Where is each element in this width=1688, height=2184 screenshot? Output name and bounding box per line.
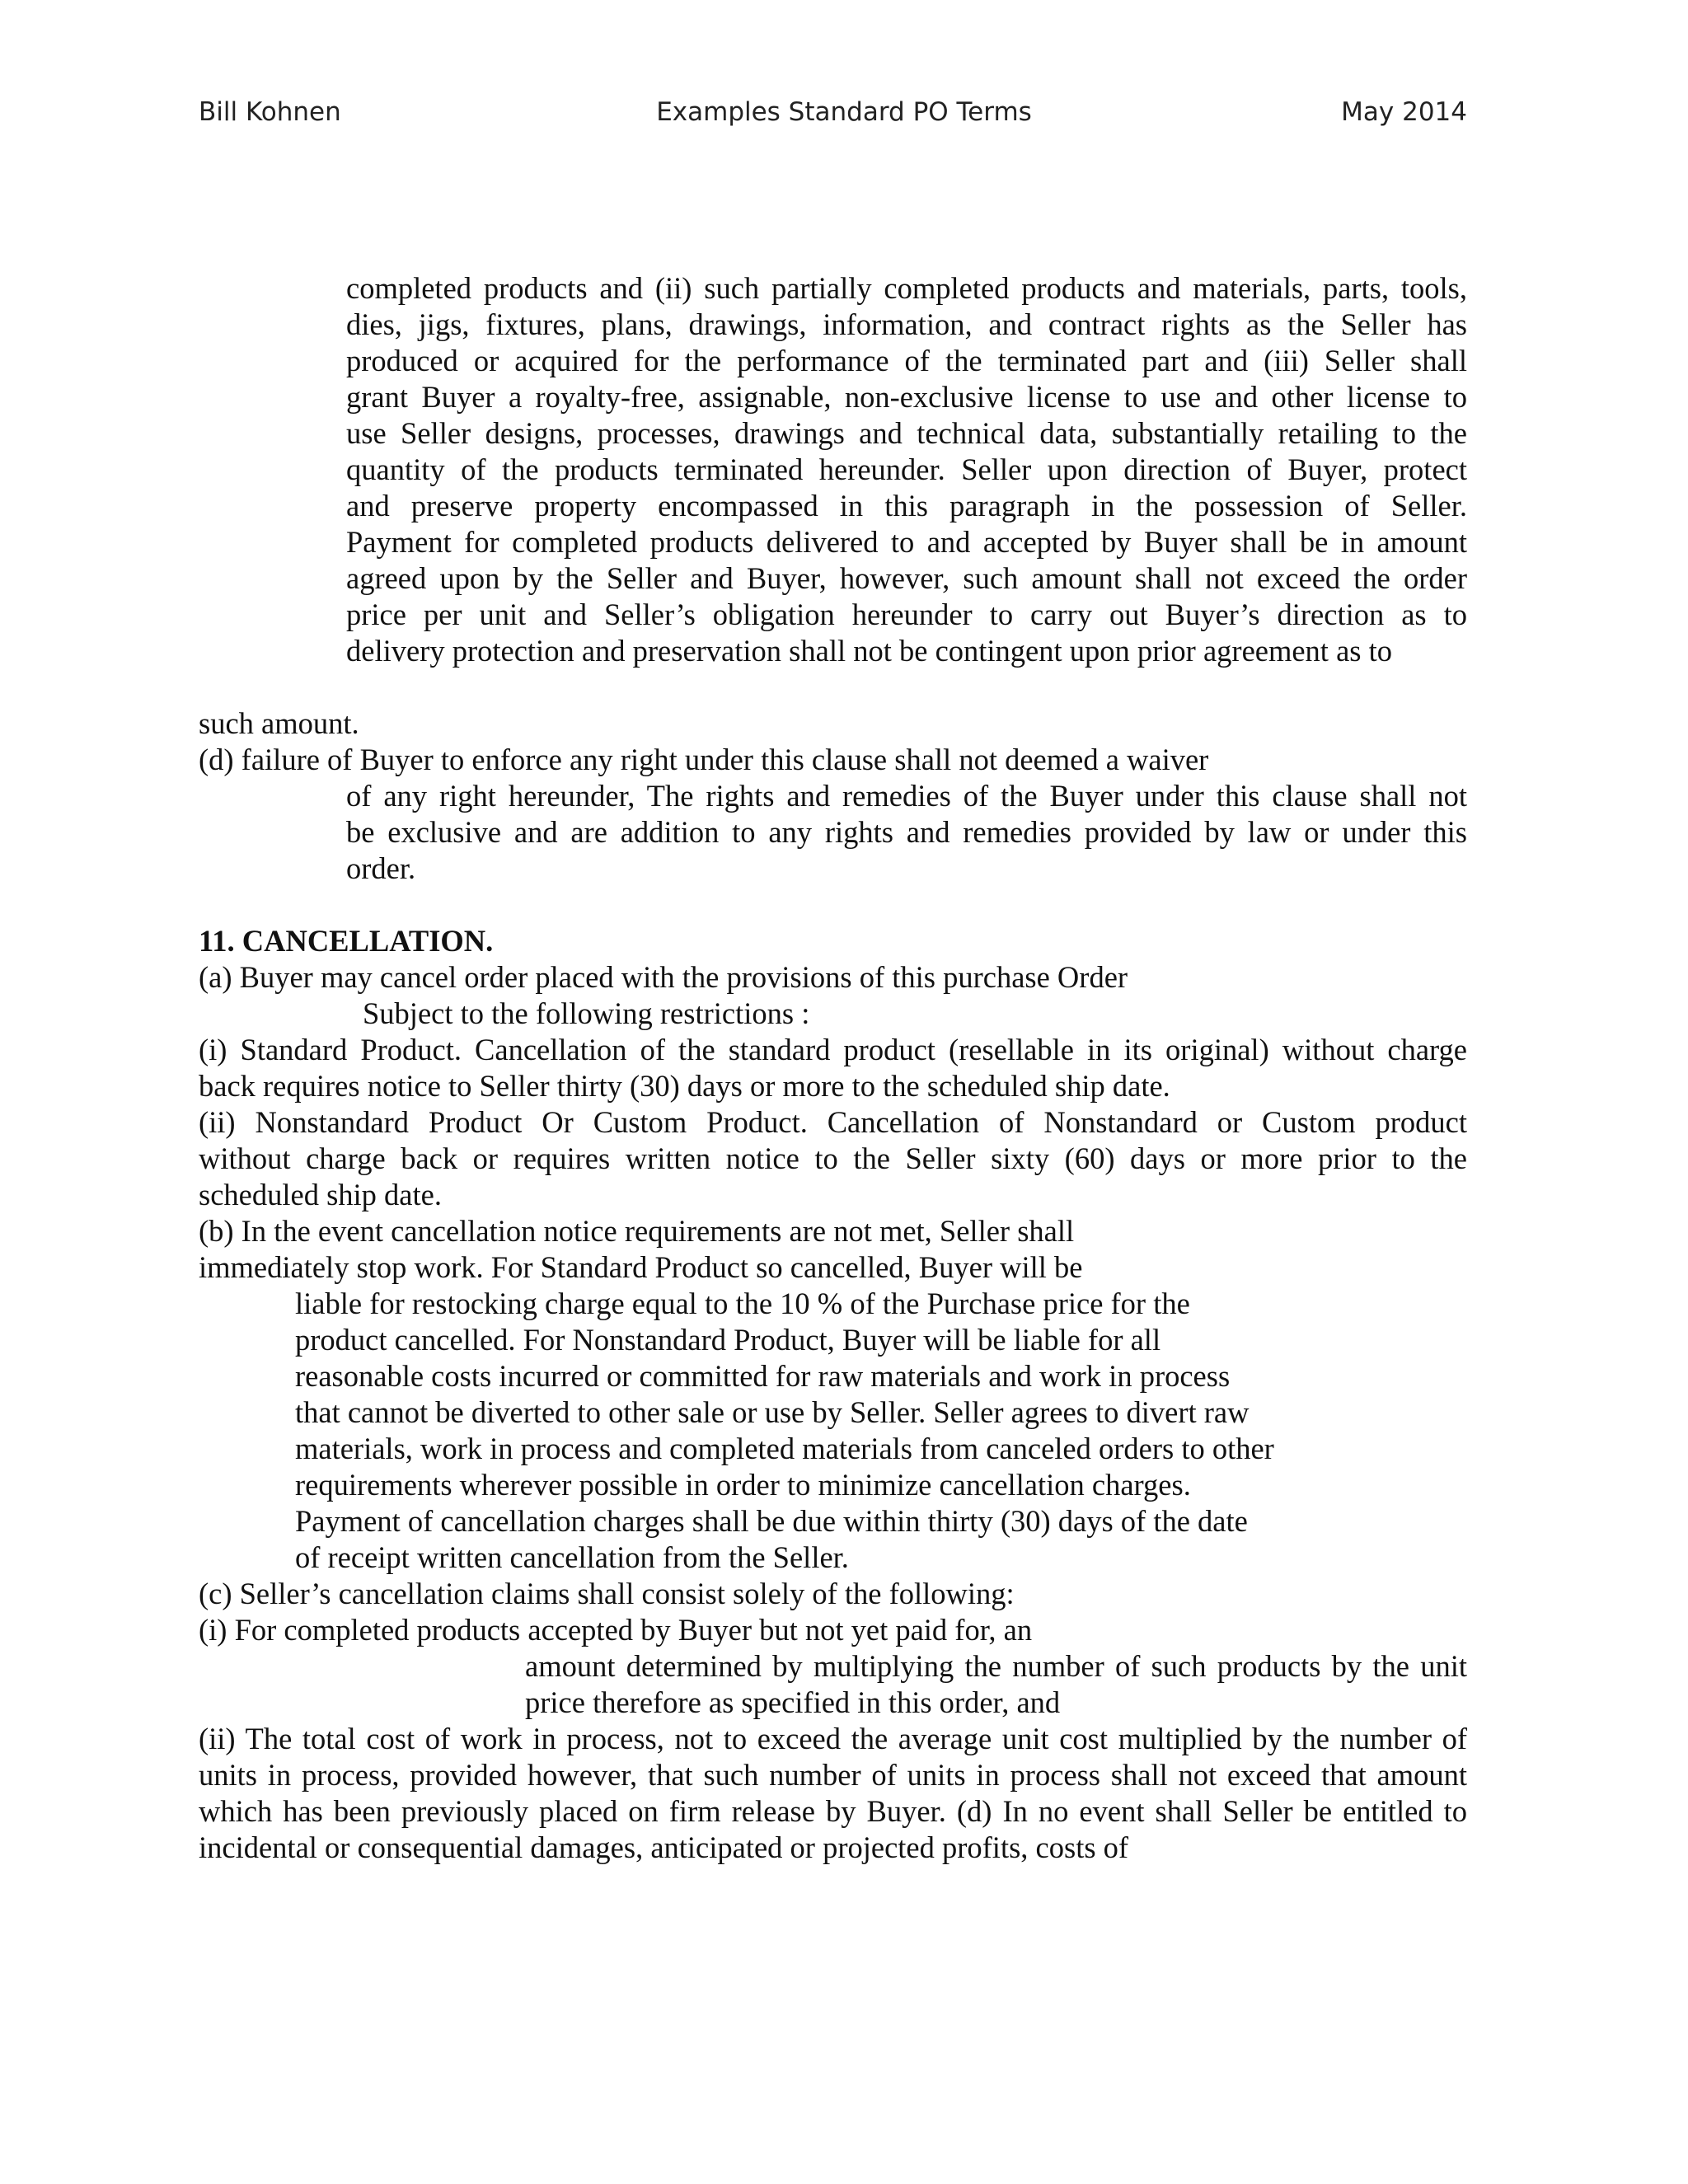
paragraph-tail: such amount. bbox=[199, 706, 359, 740]
clause-d-line: order. bbox=[346, 851, 416, 885]
clause-a-sub: Subject to the following restrictions : bbox=[363, 996, 810, 1030]
nonstandard-product-line: (ii) Nonstandard Product Or Custom Product. Cancellation of Nonstandard or Custom product bbox=[199, 1105, 1467, 1139]
clause-b-line: immediately stop work. For Standard Product so cancelled, Buyer will be bbox=[199, 1250, 1083, 1284]
standard-product-line: (i) Standard Product. Cancellation of the standard product (resellable in its original) without charge bbox=[199, 1033, 1467, 1066]
clause-c-ii-line: (ii) The total cost of work in process, not to exceed the average unit cost multiplied by the number of bbox=[199, 1722, 1467, 1755]
paragraph-line: quantity of the products terminated hereunder. Seller upon direction of Buyer, protect bbox=[346, 452, 1467, 486]
header-date: May 2014 bbox=[1341, 97, 1467, 127]
header-author: Bill Kohnen bbox=[199, 97, 341, 127]
clause-c-i-first-line: (i) For completed products accepted by Buyer but not yet paid for, an bbox=[199, 1613, 1033, 1647]
nonstandard-product-line: without charge back or requires written notice to the Seller sixty (60) days or more prior to the bbox=[199, 1141, 1467, 1175]
paragraph-line: and preserve property encompassed in this paragraph in the possession of Seller. bbox=[346, 489, 1467, 523]
paragraph-line: produced or acquired for the performance of the terminated part and (iii) Seller shall bbox=[346, 344, 1467, 377]
clause-c-i-indented-line: amount determined by multiplying the number of such products by the unit bbox=[525, 1649, 1467, 1683]
clause-b-line: (b) In the event cancellation notice requirements are not met, Seller shall bbox=[199, 1214, 1075, 1248]
clause-d-line: be exclusive and are addition to any rights and remedies provided by law or under this bbox=[346, 815, 1467, 849]
clause-c-line: (c) Seller’s cancellation claims shall consist solely of the following: bbox=[199, 1577, 1015, 1610]
section-heading: 11. CANCELLATION. bbox=[199, 924, 494, 958]
clause-b-indented-line: product cancelled. For Nonstandard Product, Buyer will be liable for all bbox=[295, 1323, 1161, 1357]
paragraph-line: completed products and (ii) such partially completed products and materials, parts, tools, bbox=[346, 271, 1467, 305]
clause-b-indented-line: that cannot be diverted to other sale or use by Seller. Seller agrees to divert raw bbox=[295, 1395, 1250, 1429]
paragraph-line: agreed upon by the Seller and Buyer, however, such amount shall not exceed the order bbox=[346, 561, 1467, 595]
clause-b-indented-line: Payment of cancellation charges shall be due within thirty (30) days of the date bbox=[295, 1504, 1248, 1538]
clause-d-first-line: (d) failure of Buyer to enforce any right under this clause shall not deemed a waiver bbox=[199, 743, 1209, 776]
standard-product-line: back requires notice to Seller thirty (30) days or more to the scheduled ship date. bbox=[199, 1069, 1170, 1103]
clause-b-indented-line: materials, work in process and completed materials from canceled orders to other bbox=[295, 1432, 1274, 1465]
paragraph-line: Payment for completed products delivered to and accepted by Buyer shall be in amount bbox=[346, 525, 1467, 559]
paragraph-line: price per unit and Seller’s obligation hereunder to carry out Buyer’s direction as to bbox=[346, 598, 1467, 631]
clause-a-line: (a) Buyer may cancel order placed with the provisions of this purchase Order bbox=[199, 960, 1128, 994]
clause-b-indented-line: reasonable costs incurred or committed for raw materials and work in process bbox=[295, 1359, 1231, 1393]
paragraph-line: delivery protection and preservation shall not be contingent upon prior agreement as to bbox=[346, 634, 1392, 668]
clause-b-indented-line: requirements wherever possible in order to minimize cancellation charges. bbox=[295, 1468, 1191, 1502]
nonstandard-product-line: scheduled ship date. bbox=[199, 1178, 442, 1212]
clause-c-ii-line: incidental or consequential damages, anticipated or projected profits, costs of bbox=[199, 1830, 1129, 1864]
clause-d-line: of any right hereunder, The rights and remedies of the Buyer under this clause shall not bbox=[346, 779, 1467, 813]
header-title: Examples Standard PO Terms bbox=[656, 97, 1032, 127]
paragraph-line: grant Buyer a royalty-free, assignable, non-exclusive license to use and other license to bbox=[346, 380, 1467, 414]
clause-c-ii-line: units in process, provided however, that such number of units in process shall not exceed that amount bbox=[199, 1758, 1467, 1792]
clause-c-i-indented-line: price therefore as specified in this order, and bbox=[525, 1685, 1061, 1719]
clause-c-ii-line: which has been previously placed on firm release by Buyer. (d) In no event shall Seller be entitled to bbox=[199, 1794, 1467, 1828]
paragraph-line: dies, jigs, fixtures, plans, drawings, information, and contract rights as the Seller has bbox=[346, 307, 1467, 341]
paragraph-line: use Seller designs, processes, drawings and technical data, substantially retailing to the bbox=[346, 416, 1467, 450]
clause-b-indented-line: of receipt written cancellation from the Seller. bbox=[295, 1540, 849, 1574]
clause-b-indented-line: liable for restocking charge equal to the 10 % of the Purchase price for the bbox=[295, 1286, 1190, 1320]
